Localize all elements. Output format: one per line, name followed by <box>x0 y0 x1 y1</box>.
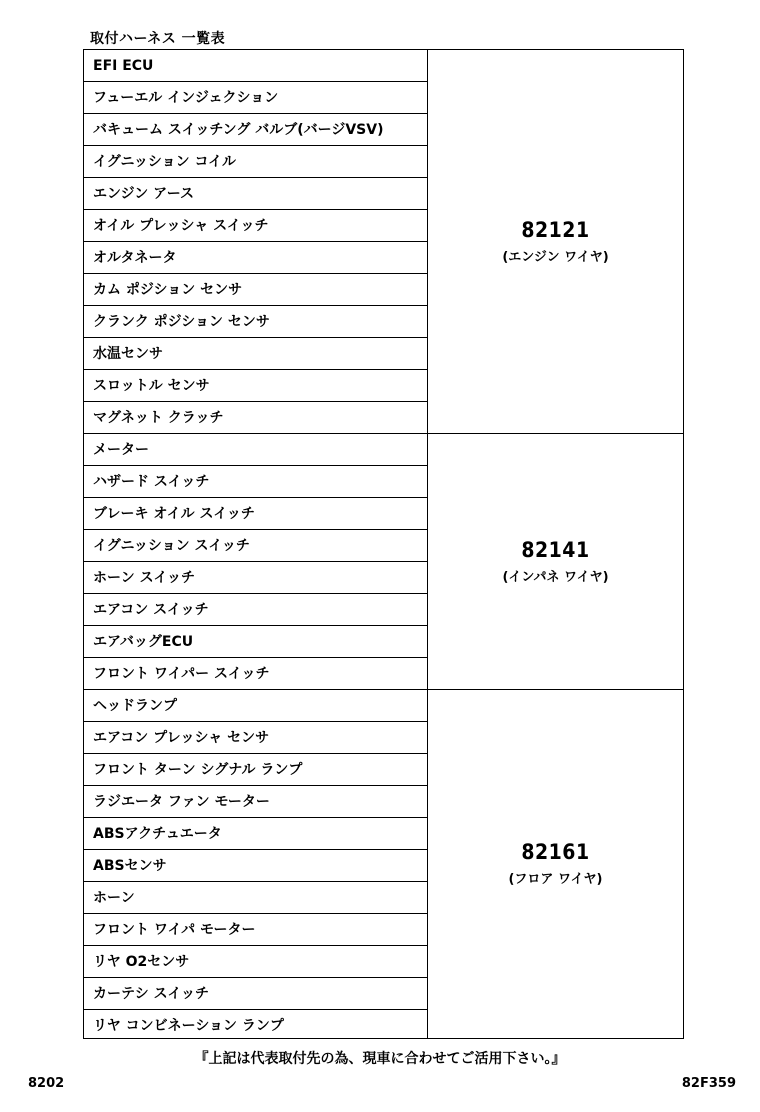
table-row: ホーン <box>84 882 427 914</box>
table-row: クランク ポジション センサ <box>84 306 427 338</box>
part-number: 82161 <box>521 840 590 864</box>
table-row: ABSアクチュエータ <box>84 818 427 850</box>
table-row: エンジン アース <box>84 178 427 210</box>
part-name: (インパネ ワイヤ) <box>502 570 609 585</box>
table-row: エアバッグECU <box>84 626 427 658</box>
page-code-left: 8202 <box>28 1076 65 1091</box>
page-title: 取付ハーネス 一覧表 <box>90 31 226 47</box>
table-row: カーテシ スイッチ <box>84 978 427 1010</box>
page-code-right: 82F359 <box>681 1076 736 1091</box>
part-number: 82121 <box>521 218 590 242</box>
part-number-column <box>428 50 683 1038</box>
table-row: ホーン スイッチ <box>84 562 427 594</box>
table-row: EFI ECU <box>84 50 427 82</box>
footer-note: 『上記は代表取付先の為、現車に合わせてご活用下さい。』 <box>194 1051 566 1067</box>
table-row: フロント ワイパー スイッチ <box>84 658 427 690</box>
instrument-panel-wire-group <box>428 434 683 690</box>
floor-wire-group <box>428 690 683 1037</box>
part-number: 82141 <box>521 538 590 562</box>
table-row: スロットル センサ <box>84 370 427 402</box>
part-name: (フロア ワイヤ) <box>508 872 603 887</box>
table-row: エアコン プレッシャ センサ <box>84 722 427 754</box>
table-row: フューエル インジェクション <box>84 82 427 114</box>
table-row: メーター <box>84 434 427 466</box>
table-row: フロント ターン シグナル ランプ <box>84 754 427 786</box>
table-row: リヤ O2センサ <box>84 946 427 978</box>
table-row: リヤ コンビネーション ランプ <box>93 1018 284 1034</box>
table-row: カム ポジション センサ <box>84 274 427 306</box>
table-row: ラジエータ ファン モーター <box>84 786 427 818</box>
table-row: オイル プレッシャ スイッチ <box>84 210 427 242</box>
table-row: ハザード スイッチ <box>84 466 427 498</box>
table-row: イグニッション コイル <box>84 146 427 178</box>
harness-table <box>83 49 684 1039</box>
table-row: イグニッション スイッチ <box>84 530 427 562</box>
engine-wire-group <box>428 50 683 434</box>
table-row: フロント ワイパ モーター <box>84 914 427 946</box>
table-row: バキューム スイッチング バルブ(バージVSV) <box>84 114 427 146</box>
table-row: ヘッドランプ <box>84 690 427 722</box>
table-row: オルタネータ <box>84 242 427 274</box>
table-row: 水温センサ <box>84 338 427 370</box>
part-name: (エンジン ワイヤ) <box>502 250 609 265</box>
table-row: ブレーキ オイル スイッチ <box>84 498 427 530</box>
table-row: ABSセンサ <box>84 850 427 882</box>
item-column <box>84 50 428 1038</box>
table-row: エアコン スイッチ <box>84 594 427 626</box>
table-row: マグネット クラッチ <box>84 402 427 434</box>
